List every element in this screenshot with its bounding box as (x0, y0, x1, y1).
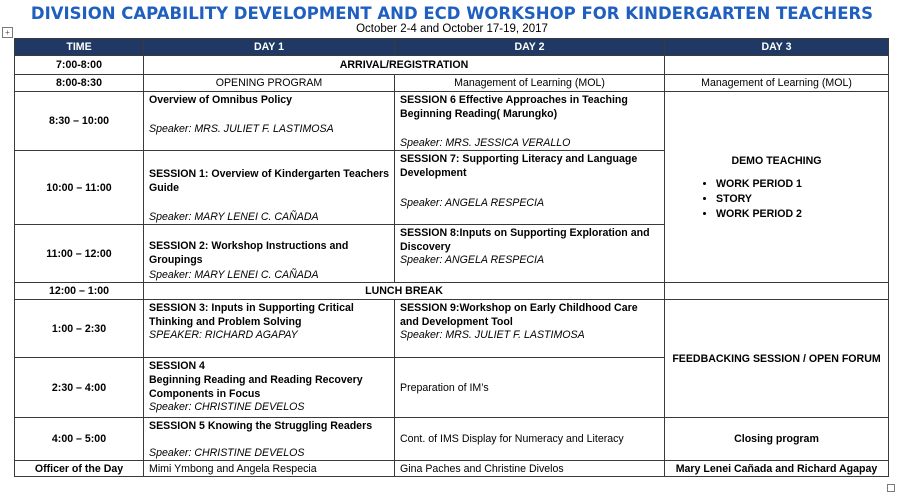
table-row (15, 300, 889, 358)
session-speaker: Speaker: MARY LENEI C. CAÑADA (149, 211, 319, 223)
feedback-session-cell: FEEDBACKING SESSION / OPEN FORUM (665, 300, 889, 418)
session-title: SESSION 3: Inputs in Supporting Critical Thinking and Problem Solving (149, 302, 354, 328)
session-title: SESSION 1: Overview of Kindergarten Teachers Guide (149, 168, 390, 194)
table-header-row (15, 39, 889, 56)
session-speaker: Speaker: MARY LENEI C. CAÑADA (149, 269, 319, 281)
mol-cell-day2: Management of Learning (MOL) (395, 75, 665, 92)
session-cell (395, 225, 665, 283)
session-cell (144, 358, 395, 418)
session-speaker: Speaker: CHRISTINE DEVELOS (149, 447, 305, 459)
session-title: SESSION 2: Workshop Instructions and Groupings (149, 240, 349, 266)
opening-program-cell: OPENING PROGRAM (144, 75, 395, 92)
time-cell: 2:30 – 4:00 (15, 358, 144, 418)
session-cell (144, 225, 395, 283)
table-row (15, 418, 889, 461)
session-cell (144, 151, 395, 225)
session-cell (395, 300, 665, 358)
time-cell: 8:00-8:30 (15, 75, 144, 92)
session-title: Beginning Reading and Reading Recovery Components in Focus (149, 374, 363, 400)
session-speaker: Speaker: CHRISTINE DEVELOS (149, 401, 305, 413)
session-cell (144, 418, 395, 461)
session-speaker: Speaker: MRS. JESSICA VERALLO (400, 137, 571, 149)
table-resize-handle-icon[interactable] (887, 484, 895, 492)
display-cell (395, 418, 665, 461)
time-cell: 10:00 – 11:00 (15, 151, 144, 225)
session-title: Preparation of IM’s (400, 381, 489, 394)
column-header-day2: DAY 2 (395, 39, 665, 56)
column-header-day3: DAY 3 (665, 39, 889, 56)
empty-cell (665, 283, 889, 300)
lunch-break-cell: LUNCH BREAK (144, 283, 665, 300)
empty-cell (665, 56, 889, 75)
session-speaker: Speaker: ANGELA RESPECIA (400, 254, 545, 266)
schedule-table (14, 38, 889, 477)
time-cell: 8:30 – 10:00 (15, 92, 144, 151)
session-cell (144, 300, 395, 358)
session-cell (395, 151, 665, 225)
session-title: SESSION 9:Workshop on Early Childhood Care and Development Tool (400, 302, 638, 328)
time-cell: 4:00 – 5:00 (15, 418, 144, 461)
officer-label-cell: Officer of the Day (15, 461, 144, 477)
table-row (15, 92, 889, 151)
session-speaker: Speaker: ANGELA RESPECIA (400, 197, 545, 209)
session-title: Overview of Omnibus Policy (149, 94, 293, 106)
time-cell: 1:00 – 2:30 (15, 300, 144, 358)
session-speaker: SPEAKER: RICHARD AGAPAY (149, 329, 298, 341)
closing-program-cell: Closing program (665, 418, 889, 461)
column-header-time: TIME (15, 39, 144, 56)
table-row (15, 75, 889, 92)
table-move-handle-icon[interactable]: + (2, 27, 13, 38)
table-row (15, 461, 889, 477)
column-header-day1: DAY 1 (144, 39, 395, 56)
session-number: SESSION 4 (149, 360, 205, 372)
arrival-cell: ARRIVAL/REGISTRATION (144, 56, 665, 75)
demo-teaching-cell (665, 92, 889, 283)
table-row (15, 56, 889, 75)
session-title: SESSION 7: Supporting Literacy and Language Development (400, 153, 638, 179)
demo-list (670, 177, 883, 222)
table-row (15, 283, 889, 300)
session-title: SESSION 8:Inputs on Supporting Exploration and Discovery (400, 227, 650, 253)
session-speaker: Speaker: MRS. JULIET F. LASTIMOSA (149, 123, 334, 135)
page-subtitle: October 2-4 and October 17-19, 2017 (356, 23, 548, 35)
session-speaker: Speaker: MRS. JULIET F. LASTIMOSA (400, 329, 585, 341)
list-item: • STORY (716, 192, 883, 207)
session-cell (395, 92, 665, 151)
officer-day1-cell: Mimi Ymbong and Angela Respecia (144, 461, 395, 477)
mol-cell-day3: Management of Learning (MOL) (665, 75, 889, 92)
list-item: • WORK PERIOD 2 (716, 207, 883, 222)
preparation-cell (395, 358, 665, 418)
session-title: SESSION 5 Knowing the Struggling Readers (149, 420, 373, 432)
time-cell: 11:00 – 12:00 (15, 225, 144, 283)
session-cell (144, 92, 395, 151)
session-title: SESSION 6 Effective Approaches in Teaching Beginning Reading( Marungko) (400, 94, 628, 120)
demo-teaching-title: DEMO TEACHING (731, 154, 822, 167)
session-title: Cont. of IMS Display for Numeracy and Literacy (400, 433, 624, 445)
time-cell: 7:00-8:00 (15, 56, 144, 75)
officer-day2-cell: Gina Paches and Christine Divelos (395, 461, 665, 477)
page-title: DIVISION CAPABILITY DEVELOPMENT AND ECD WORKSHOP FOR KINDERGARTEN TEACHERS (30, 4, 874, 23)
officer-day3-cell: Mary Lenei Cañada and Richard Agapay (665, 461, 889, 477)
list-item: • WORK PERIOD 1 (716, 177, 883, 192)
time-cell: 12:00 – 1:00 (15, 283, 144, 300)
